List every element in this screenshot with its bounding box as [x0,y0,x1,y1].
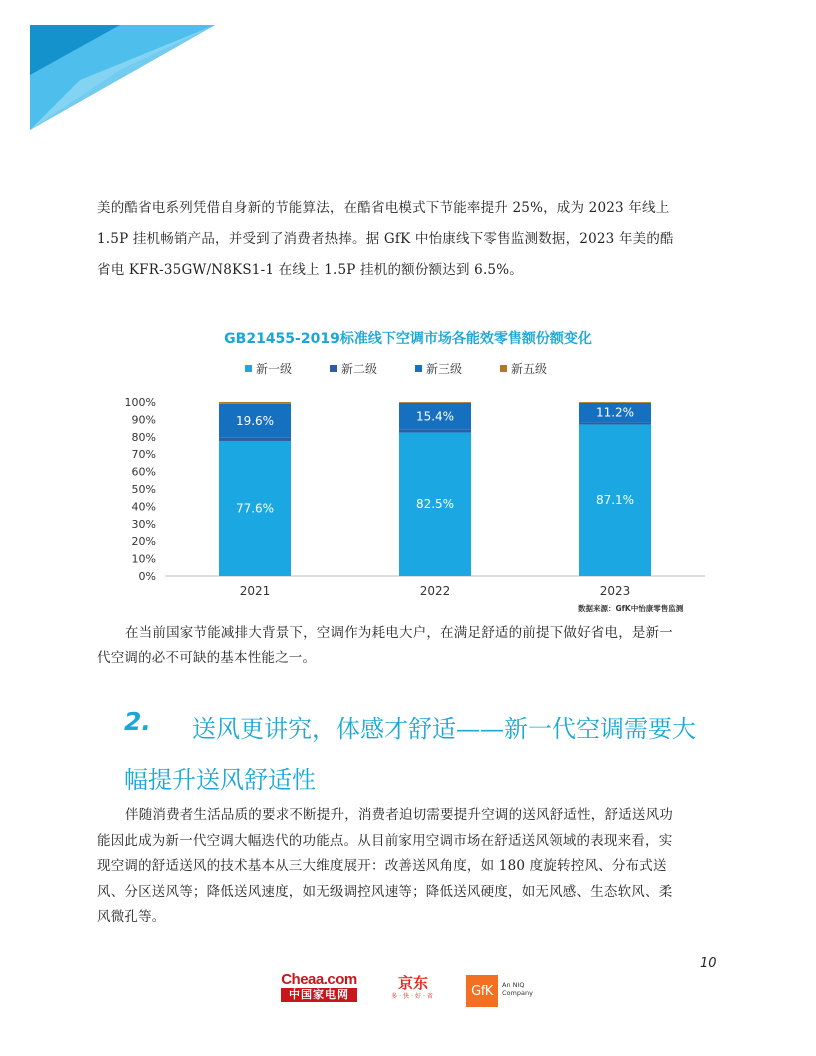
legend-label: 新二级 [341,362,378,376]
footer-logos [0,972,816,1012]
page-number: 10 [700,956,717,971]
x-tick-label: 2023 [599,584,631,598]
y-tick-label: 40% [131,500,156,514]
data-label: 15.4% [415,409,455,424]
section-heading-line-1: 送风更讲究，体感才舒适——新一代空调需要大 [192,715,696,743]
gfk-tagline [502,981,562,997]
data-label: 77.6% [235,501,275,516]
chart-source: 数据来源：GfK中怡康零售监测 [578,604,684,613]
y-tick-label: 70% [131,448,156,462]
y-tick-label: 60% [131,465,156,479]
section-number: 2. [124,707,151,736]
data-label: 11.2% [595,405,635,420]
y-tick-label: 100% [124,396,156,409]
data-label: 87.1% [595,493,635,508]
y-tick-label: 10% [131,552,156,566]
section-heading-line-2: 幅提升送风舒适性 [124,766,316,794]
jd-logo [381,974,445,1002]
cheaa-logo-subtext: 中国家电网 [281,988,357,1002]
y-tick-label: 0% [138,570,156,583]
paragraph-3-line: 风、分区送风等；降低送风速度，如无级调控风速等；降低送风硬度，如无风感、生态软风、柔 [97,883,673,900]
cheaa-logo [281,972,357,1002]
bar-segment [399,402,471,403]
jd-logo-text: 京东 [397,974,428,992]
bar-segment [579,402,651,403]
legend-label: 新一级 [256,362,293,376]
paragraph-2-line: 代空调的必不可缺的基本性能之一。 [97,650,317,666]
cheaa-logo-text: Cheaa.com [281,971,357,988]
chart-title: GB21455-2019标准线下空调市场各能效零售额份额变化 [224,331,592,347]
bar-segment [219,402,291,404]
legend-label: 新三级 [426,362,463,376]
y-tick-label: 20% [131,535,156,549]
gfk-logo: GfK [466,975,498,1007]
gfk-tagline-line-1: An NIQ [502,981,525,989]
paragraph-2 [97,621,722,671]
paragraph-3 [97,803,722,931]
x-tick-label: 2021 [239,584,271,598]
gfk-tagline-line-2: Company [502,989,533,997]
bar-segment [399,430,471,433]
paragraph-3-line: 现空调的舒适送风的技术基本从三大维度展开：改善送风角度，如 180 度旋转控风、分布式送 [97,858,667,875]
paragraph-1-line: 省电 KFR-35GW/N8KS1-1 在线上 1.5P 挂机的额份额达到 6.5%。 [97,262,523,278]
bar-segment [219,438,291,441]
paragraph-3-line: 风微孔等。 [97,909,166,926]
y-tick-label: 30% [131,517,156,531]
paragraph-1-line: 美的酷省电系列凭借自身新的节能算法，在酷省电模式下节能率提升 25%，成为 2023 年线上 [97,200,670,216]
data-label: 82.5% [415,497,455,512]
paragraph-3-line: 伴随消费者生活品质的要求不断提升，消费者迫切需要提升空调的送风舒适性，舒适送风功 [125,807,673,823]
data-label: 19.6% [235,413,275,428]
y-tick-label: 90% [131,413,156,427]
paragraph-3-line: 能因此成为新一代空调大幅迭代的功能点。从目前家用空调市场在舒适送风领域的表现来看，实 [97,832,673,849]
y-tick-label: 80% [131,430,156,444]
bar-segment [579,422,651,424]
legend-label: 新五级 [511,362,548,376]
section-heading [124,704,744,806]
jd-logo-slogan: 多·快·好·省 [391,993,435,1000]
paragraph-2-line: 在当前国家节能减排大背景下，空调作为耗电大户，在满足舒适的前提下做好省电，是新一 [125,625,673,641]
x-tick-label: 2022 [419,584,451,598]
y-tick-label: 50% [131,483,156,496]
paragraph-1-line: 1.5P 挂机畅销产品，并受到了消费者热捧。据 GfK 中怡康线下零售监测数据，2023 年美的酷 [97,231,674,247]
